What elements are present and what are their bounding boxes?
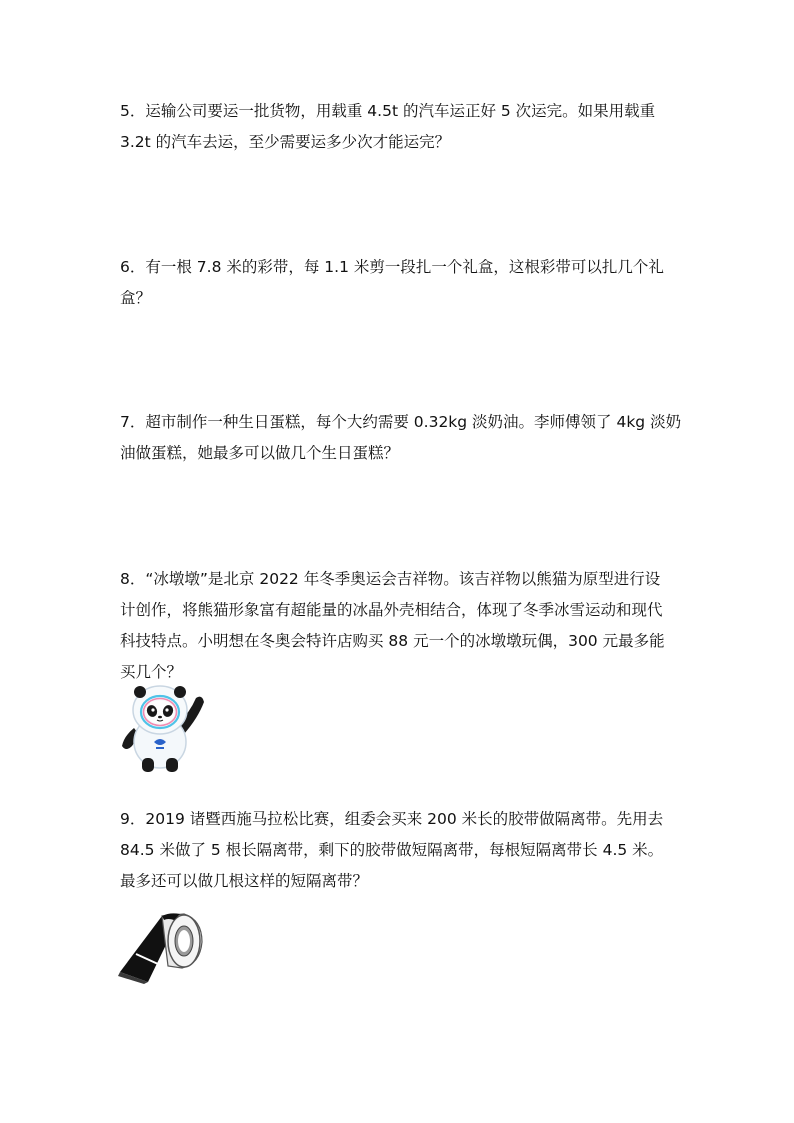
- question-line: 科技特点。小明想在冬奥会特许店购买 88 元一个的冰墩墩玩偶，300 元最多能: [120, 632, 665, 650]
- question-line: 计创作，将熊猫形象富有超能量的冰晶外壳相结合，体现了冬季冰雪运动和现代: [120, 601, 663, 619]
- question-line: 最多还可以做几根这样的短隔离带？: [120, 872, 369, 890]
- question-line: 盒？: [120, 289, 152, 307]
- question-line: 84.5 米做了 5 根长隔离带，剩下的胶带做短隔离带，每根短隔离带长 4.5 米。: [120, 841, 664, 859]
- question-8: [120, 564, 680, 688]
- question-line: 油做蛋糕，她最多可以做几个生日蛋糕？: [120, 444, 400, 462]
- tape-roll-image: [118, 910, 204, 984]
- question-line: 8．“冰墩墩”是北京 2022 年冬季奥运会吉祥物。该吉祥物以熊猫为原型进行设: [120, 570, 661, 588]
- question-line: 买几个？: [120, 663, 183, 681]
- question-line: 3.2t 的汽车去运，至少需要运多少次才能运完？: [120, 133, 451, 151]
- question-line: 5．运输公司要运一批货物，用载重 4.5t 的汽车运正好 5 次运完。如果用载重: [120, 102, 656, 120]
- question-7: [120, 407, 680, 469]
- question-line: 7．超市制作一种生日蛋糕，每个大约需要 0.32kg 淡奶油。李师傅领了 4kg 淡奶: [120, 413, 682, 431]
- question-5: [120, 96, 680, 158]
- question-line: 6．有一根 7.8 米的彩带，每 1.1 米剪一段扎一个礼盒，这根彩带可以扎几个礼: [120, 258, 664, 276]
- question-line: 9．2019 诸暨西施马拉松比赛，组委会买来 200 米长的胶带做隔离带。先用去: [120, 810, 664, 828]
- bing-dwen-dwen-mascot-image: [116, 684, 208, 774]
- question-9: [120, 804, 680, 897]
- question-6: [120, 252, 680, 314]
